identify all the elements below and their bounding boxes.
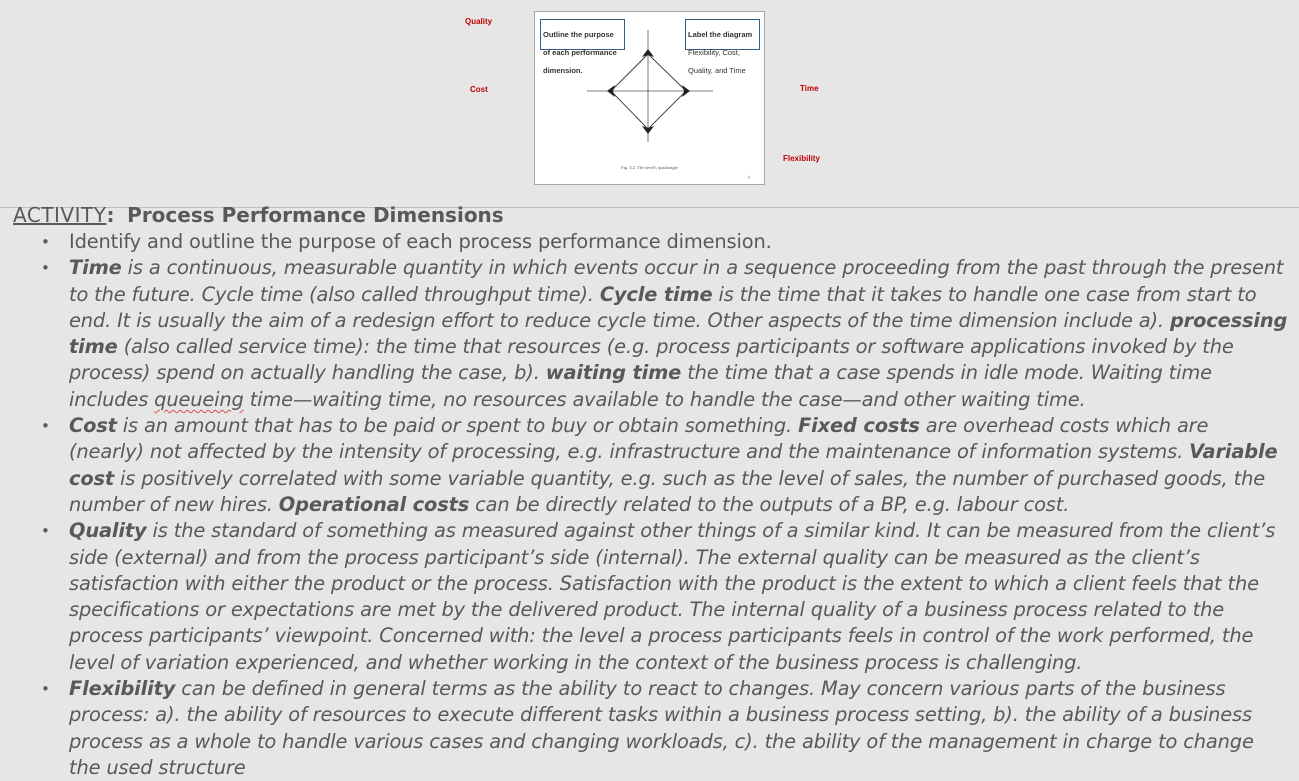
activity-heading: ACTIVITY: Process Performance Dimensions: [13, 203, 504, 227]
time-text-3: (also called service time): the time that resources (e.g. process participants or software applications invoked by the process) spend on actually handling the case, b).: [69, 335, 1234, 385]
activity-label: ACTIVITY: [13, 203, 107, 227]
figure-caption: Fig. 4.2. The devil's quadrangle: [621, 165, 678, 170]
spelling-error-queueing[interactable]: queueing: [154, 387, 244, 411]
term-fixed-costs: Fixed costs: [798, 414, 920, 438]
term-quality: Quality: [69, 519, 147, 543]
flexibility-text-1: can be defined in general terms as the ability to react to changes. May concern various parts of the business process: a). the ability of resources to execute different tasks within a business process setting, b). the ability of a business process as a whole to handle various cases and changing workloads, c). the ability of the management in charge to change the used structure: [69, 677, 1254, 779]
list-item-time: [69, 255, 1289, 413]
list-item-cost: [69, 413, 1289, 518]
time-text-2: is the time that it takes to handle one case from start to end. It is usually the aim of a redesign effort to reduce cycle time. Other aspects of the time dimension include a).: [69, 282, 1257, 332]
note-right-line2: Flexibility, Cost,: [688, 48, 740, 57]
term-variable-cost: Variable cost: [69, 440, 1278, 490]
note-left-line2: of each performance: [543, 48, 617, 57]
cost-text-4: can be directly related to the outputs of a BP, e.g. labour cost.: [469, 492, 1070, 516]
time-text-4: the time that a case spends in idle mode. Waiting time includes: [69, 361, 1212, 411]
slide-number: 4: [747, 175, 750, 180]
cost-text-1: is an amount that has to be paid or spent to buy or obtain something.: [116, 414, 799, 438]
term-cost: Cost: [69, 414, 117, 438]
term-flexibility: Flexibility: [69, 677, 176, 701]
cost-text-2: are overhead costs which are (nearly) not affected by the intensity of processing, e.g. infrastructure and the maintenance of information systems.: [69, 414, 1209, 464]
term-operational-costs: Operational costs: [278, 492, 470, 516]
label-cost: Cost: [470, 85, 488, 94]
devils-quadrangle-diagram: [535, 12, 764, 184]
time-text-5: time—waiting time, no resources available to handle the case—and other waiting time.: [243, 387, 1086, 411]
slide-preview-area: [0, 0, 1299, 207]
activity-title: Process Performance Dimensions: [127, 203, 504, 227]
quality-text-1: is the standard of something as measured against other things of a similar kind. It can be measured from the client’s side (external) and from the process participant’s side (internal). The external quality can be measured as the client’s satisfaction with either the product or the process. Satisfaction with the product is the extent to which a client feels that the specifications or expectations are met by the delivered product. The internal quality of a business process related to the process participants’ viewpoint. Concerned with: the level a process participants feels in control of the work performed, the level of variation experienced, and whether working in the context of the business process is challenging.: [69, 519, 1276, 674]
note-right-line3: Quality, and Time: [688, 66, 746, 75]
label-time: Time: [800, 84, 819, 93]
term-time: Time: [69, 256, 122, 280]
cost-text-3: is positively correlated with some variable quantity, e.g. such as the level of sales, the number of purchased goods, the number of new hires.: [69, 466, 1266, 516]
time-text-1: is a continuous, measurable quantity in which events occur in a sequence proceeding from the past through the present to the future. Cycle time (also called throughput time).: [69, 256, 1284, 306]
note-left-line1: Outline the purpose: [543, 30, 614, 39]
note-right-line1: Label the diagram: [688, 30, 753, 39]
dimension-bullet-list: [0, 229, 1289, 781]
term-waiting-time: waiting time: [545, 361, 682, 385]
label-flexibility: Flexibility: [783, 154, 820, 163]
list-item-flexibility: [69, 676, 1289, 781]
term-cycle-time: Cycle time: [599, 282, 713, 306]
slide-thumbnail[interactable]: [534, 11, 765, 185]
term-processing-time: processing time: [69, 308, 1288, 359]
label-quality: Quality: [465, 17, 493, 26]
note-left-line3: dimension.: [543, 66, 583, 75]
list-item-identify: • Identify and outline the purpose of each process performance dimension.: [69, 229, 1289, 255]
list-item-quality: [69, 518, 1289, 676]
